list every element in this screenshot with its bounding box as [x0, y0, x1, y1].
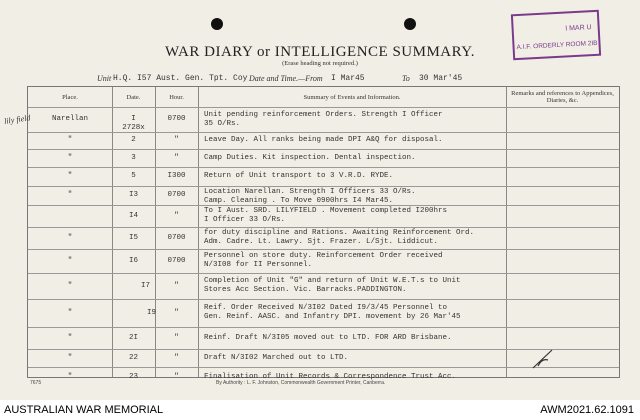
cell-date: 2I [128, 333, 138, 342]
cell-place: " [67, 256, 73, 265]
diary-table [27, 86, 620, 381]
cell-summary-line: Camp Duties. Kit inspection. Dental inspection. [204, 153, 416, 162]
handwritten-note: lily field [3, 113, 31, 126]
col-place-header: Place. [62, 93, 78, 101]
cell-date: 5 [131, 172, 136, 180]
unit-label: Unit [97, 74, 112, 83]
cell-hour: 0700 [167, 191, 186, 199]
col-hour-header: Hour. [169, 93, 184, 101]
to-label: To [402, 74, 410, 83]
cell-summary-line: Draft N/3I02 Marched out to LTD. [204, 353, 349, 362]
cell-place: " [67, 333, 73, 342]
cell-hour: " [174, 333, 179, 342]
cell-summary-line: Adm. Cadre. Lt. Lawry. Sjt. Frazer. L/Sjt. Liddicut. [204, 238, 439, 246]
cell-summary-line: Personnel on store duty. Reinforcement Order received [204, 252, 443, 260]
archive-reference: AWM2021.62.1091 [540, 404, 634, 416]
cell-date: 2 [131, 136, 136, 144]
punch-hole-icon [211, 18, 223, 30]
cell-summary-line: N/3I08 for II Personnel. [204, 261, 313, 269]
cell-date: I6 [128, 256, 138, 265]
cell-hour: 0700 [167, 256, 186, 265]
cell-date: 23 [128, 372, 138, 381]
archive-footer [0, 400, 640, 420]
form-number: 7675 [30, 380, 42, 386]
cell-summary-line: Reinf. Draft N/3I05 moved out to LTD. FOR ARD Brisbane. [204, 333, 452, 342]
cell-date: I5 [128, 233, 138, 242]
cell-hour: " [174, 281, 179, 290]
cell-date: I4 [128, 211, 138, 220]
cell-date-note: 2728x [122, 124, 145, 132]
cell-summary-line: Finalisation of Unit Records & Correspondence Trust Acc. [204, 372, 457, 381]
cell-place: " [67, 308, 73, 317]
unit-value: H.Q. I57 Aust. Gen. Tpt. Coy [113, 74, 248, 83]
cell-hour: I300 [167, 172, 186, 180]
cell-date: I7 [140, 281, 150, 290]
cell-place: " [67, 172, 73, 180]
cell-summary-line: Reif. Order Received N/3I02 Dated I9/3/45 Personnel to [204, 304, 448, 312]
cell-hour: " [174, 136, 179, 144]
cell-summary-line: Camp. Cleaning . To Move 0900hrs I4 Mar45. [204, 197, 394, 205]
cell-place: " [67, 153, 73, 162]
cell-hour: " [174, 308, 179, 317]
col-date-header: Date. [126, 93, 141, 101]
to-date: 30 Mar'45 [419, 74, 463, 83]
cell-hour: " [174, 372, 179, 381]
page-subtitle: (Erase heading not required.) [282, 60, 358, 67]
cell-summary-line: for duty discipline and Rations. Awaiting Reinforcement Ord. [204, 229, 475, 237]
cell-place: " [67, 233, 73, 242]
date-time-label: Date and Time.—From [249, 74, 323, 83]
stamp-text: A.I.F. ORDERLY ROOM 2IB [516, 39, 598, 52]
cell-summary-line: Location Narellan. Strength I Officers 33 O/Rs. [204, 188, 416, 196]
printer-note: By Authority : L. F. Johnston, Commonwealth Government Printer, Canberra. [216, 380, 386, 386]
cell-date: I [131, 115, 136, 123]
col-summary-header: Summary of Events and Information. [303, 93, 401, 101]
cell-hour: " [174, 353, 179, 362]
from-date: I Mar45 [331, 74, 365, 83]
cell-date: I9 [146, 308, 156, 317]
cell-hour: 0700 [167, 115, 186, 123]
cell-place: " [67, 372, 73, 381]
cell-date: I3 [128, 191, 138, 199]
cell-summary-line: Stores Acc Section. Vic. Barracks.PADDINGTON. [204, 286, 407, 294]
stamp-date: I MAR U [565, 24, 592, 33]
cell-summary-line: Completion of Unit "G" and return of Unit W.E.T.s to Unit [204, 277, 461, 285]
cell-place: Narellan [51, 115, 88, 123]
archive-name: AUSTRALIAN WAR MEMORIAL [4, 404, 164, 416]
cell-date: 22 [128, 353, 138, 362]
cell-summary-line: I Officer 33 O/Rs. [204, 216, 286, 224]
page-title: WAR DIARY or INTELLIGENCE SUMMARY. [165, 44, 475, 60]
cell-place: " [67, 281, 73, 290]
cell-place: " [67, 136, 73, 144]
cell-hour: 0700 [167, 233, 186, 242]
punch-hole-icon [404, 18, 416, 30]
cell-place: " [67, 191, 73, 199]
cell-summary-line: 35 O/Rs. [204, 119, 241, 128]
cell-hour: " [174, 153, 179, 162]
cell-summary-line: Gen. Reinf. AASC. and Infantry DPI. movement by 26 Mar'45 [204, 313, 461, 321]
cell-place: " [67, 353, 73, 362]
signature-icon [530, 346, 556, 372]
cell-hour: " [174, 211, 179, 220]
cell-summary-line: Return of Unit transport to 3 V.R.D. RYDE. [204, 172, 394, 180]
cell-summary-line: Leave Day. All ranks being made DPI A&Q for disposal. [204, 136, 443, 144]
cell-date: 3 [131, 153, 136, 162]
cell-summary-line: To I Aust. SRD. LILYFIELD . Movement completed I200hrs [204, 207, 448, 215]
col-remarks-header: Remarks and references to Appendices, Diaries, &c. [511, 90, 614, 104]
cell-summary-line: Unit pending reinforcement Orders. Strength I Officer [204, 110, 443, 119]
